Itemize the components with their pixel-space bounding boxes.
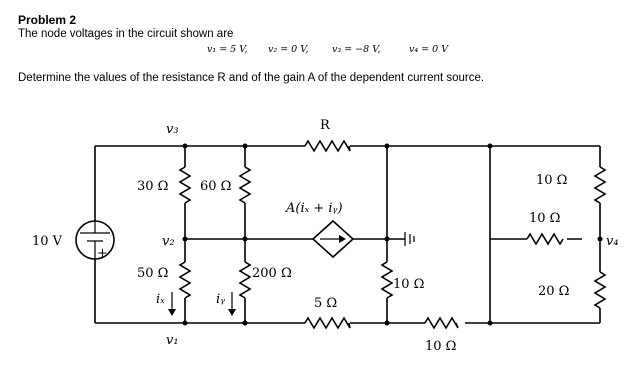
resistor-10ohm-bottom [425,318,458,328]
node-v3-label: v₃ [166,122,179,137]
current-ix-label: iₓ [156,292,165,307]
resistor-10ohm-right-vertical-label: 10 Ω [536,173,568,188]
ground-icon [405,232,414,246]
resistor-10ohm-right-horizontal-label: 10 Ω [529,211,561,226]
resistor-10ohm-bottom-label: 10 Ω [425,339,457,354]
resistor-20ohm [595,272,605,308]
problem-title: Problem 2 [18,13,77,27]
node-v2-label: v₂ [162,234,175,249]
voltage-v3: v₃ = −8 V, [332,44,381,55]
resistor-50ohm-label: 50 Ω [137,266,169,281]
current-arrow-iy [228,292,236,316]
resistor-200ohm [240,262,250,298]
resistor-60ohm [240,167,250,203]
node-v4-label: v₄ [606,234,619,249]
resistor-10ohm-right-vertical [595,167,605,203]
resistor-r-label: R [320,118,330,133]
dependent-source-label: A(iₓ + iᵧ) [286,201,343,216]
problem-statement: The node voltages in the circuit shown are [18,28,234,40]
dependent-current-source [313,221,353,257]
voltage-source [76,221,114,259]
voltage-v1: v₁ = 5 V, [207,44,248,55]
resistor-10ohm-right-horizontal [527,234,563,244]
resistor-20ohm-label: 20 Ω [538,284,570,299]
voltage-v2: v₂ = 0 V, [268,44,309,55]
resistor-50ohm [180,262,190,298]
node-v1-label: v₁ [166,333,179,348]
resistor-5ohm-label: 5 Ω [314,296,338,311]
source-voltage-label: 10 V [32,234,63,249]
resistor-10ohm-mid-label: 10 Ω [393,277,425,292]
resistor-30ohm [180,167,190,203]
resistor-r [305,141,350,151]
resistor-5ohm [305,318,350,328]
voltage-v4: v₄ = 0 V [409,44,449,55]
resistor-30ohm-label: 30 Ω [137,179,169,194]
current-arrow-ix [168,292,176,316]
source-plus-sign: + [97,246,108,261]
resistor-60ohm-label: 60 Ω [200,179,232,194]
current-iy-label: iᵧ [216,292,226,307]
problem-question: Determine the values of the resistance R and of the gain A of the dependent current source. [18,72,485,84]
resistor-10ohm-mid [382,262,392,298]
resistor-200ohm-label: 200 Ω [252,266,292,281]
